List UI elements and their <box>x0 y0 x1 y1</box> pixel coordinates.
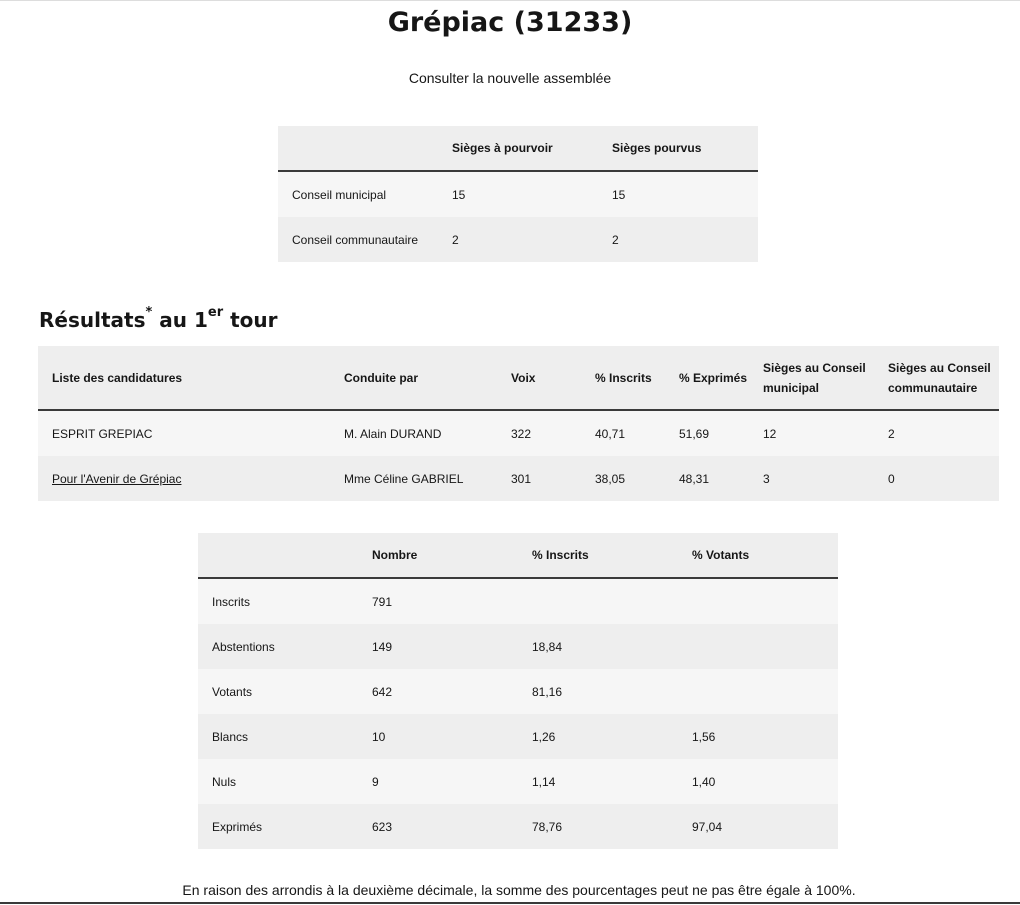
top-divider <box>0 0 1020 1</box>
percent-registered <box>518 578 678 624</box>
percent-registered: 1,26 <box>518 714 678 759</box>
count: 791 <box>358 578 518 624</box>
row-label: Inscrits <box>198 578 358 624</box>
column-header: % Exprimés <box>665 346 749 410</box>
seats-table <box>278 126 758 262</box>
table-row <box>198 759 838 804</box>
column-header: Sièges au Conseil communautaire <box>874 346 999 410</box>
table-row <box>278 171 758 217</box>
percent-voters: 1,40 <box>678 759 838 804</box>
column-header: Sièges à pourvoir <box>438 126 598 171</box>
council-name: Conseil municipal <box>278 171 438 217</box>
votes: 322 <box>497 410 581 456</box>
percent-registered: 38,05 <box>581 456 665 501</box>
new-assembly-link[interactable]: Consulter la nouvelle assemblée <box>408 70 612 86</box>
percent-registered: 81,16 <box>518 669 678 714</box>
column-header: % Votants <box>678 533 838 578</box>
column-header: % Inscrits <box>518 533 678 578</box>
bottom-divider <box>0 902 1020 904</box>
count: 149 <box>358 624 518 669</box>
row-label: Blancs <box>198 714 358 759</box>
column-header: Nombre <box>358 533 518 578</box>
column-header <box>198 533 358 578</box>
column-header: % Inscrits <box>581 346 665 410</box>
row-label: Exprimés <box>198 804 358 849</box>
participation-table <box>198 533 838 849</box>
seats-filled: 2 <box>598 217 758 262</box>
table-row <box>38 410 999 456</box>
seats-to-fill: 15 <box>438 171 598 217</box>
percent-registered: 40,71 <box>581 410 665 456</box>
municipal-seats: 12 <box>749 410 874 456</box>
column-header: Liste des candidatures <box>38 346 330 410</box>
results-table <box>38 346 999 501</box>
percent-registered: 1,14 <box>518 759 678 804</box>
municipal-seats: 3 <box>749 456 874 501</box>
table-row <box>198 714 838 759</box>
table-row <box>278 217 758 262</box>
percent-voters: 1,56 <box>678 714 838 759</box>
percent-registered: 18,84 <box>518 624 678 669</box>
percent-voters <box>678 669 838 714</box>
community-seats: 2 <box>874 410 999 456</box>
count: 642 <box>358 669 518 714</box>
column-header: Sièges au Conseil municipal <box>749 346 874 410</box>
count: 623 <box>358 804 518 849</box>
community-seats: 0 <box>874 456 999 501</box>
table-row <box>198 804 838 849</box>
list-leader: Mme Céline GABRIEL <box>330 456 497 501</box>
column-header <box>278 126 438 171</box>
percent-registered: 78,76 <box>518 804 678 849</box>
column-header: Sièges pourvus <box>598 126 758 171</box>
table-row <box>198 624 838 669</box>
list-name: ESPRIT GREPIAC <box>38 410 330 456</box>
percent-expressed: 48,31 <box>665 456 749 501</box>
column-header: Voix <box>497 346 581 410</box>
list-name-cell <box>38 456 330 501</box>
percent-expressed: 51,69 <box>665 410 749 456</box>
count: 10 <box>358 714 518 759</box>
results-heading: Résultats* au 1er tour <box>39 305 278 332</box>
table-row <box>198 669 838 714</box>
seats-to-fill: 2 <box>438 217 598 262</box>
page-title: Grépiac (31233) <box>387 7 633 38</box>
row-label: Abstentions <box>198 624 358 669</box>
table-header-row <box>198 533 838 578</box>
row-label: Votants <box>198 669 358 714</box>
row-label: Nuls <box>198 759 358 804</box>
votes: 301 <box>497 456 581 501</box>
list-name-link[interactable]: Pour l'Avenir de Grépiac <box>52 471 182 486</box>
seats-filled: 15 <box>598 171 758 217</box>
table-header-row <box>38 346 999 410</box>
table-header-row <box>278 126 758 171</box>
table-row <box>198 578 838 624</box>
count: 9 <box>358 759 518 804</box>
column-header: Conduite par <box>330 346 497 410</box>
percent-voters <box>678 578 838 624</box>
percent-voters <box>678 624 838 669</box>
percent-voters: 97,04 <box>678 804 838 849</box>
council-name: Conseil communautaire <box>278 217 438 262</box>
table-row <box>38 456 999 501</box>
list-leader: M. Alain DURAND <box>330 410 497 456</box>
rounding-footnote: En raison des arrondis à la deuxième décimale, la somme des pourcentages peut ne pas être égale à 100%. <box>182 882 856 898</box>
